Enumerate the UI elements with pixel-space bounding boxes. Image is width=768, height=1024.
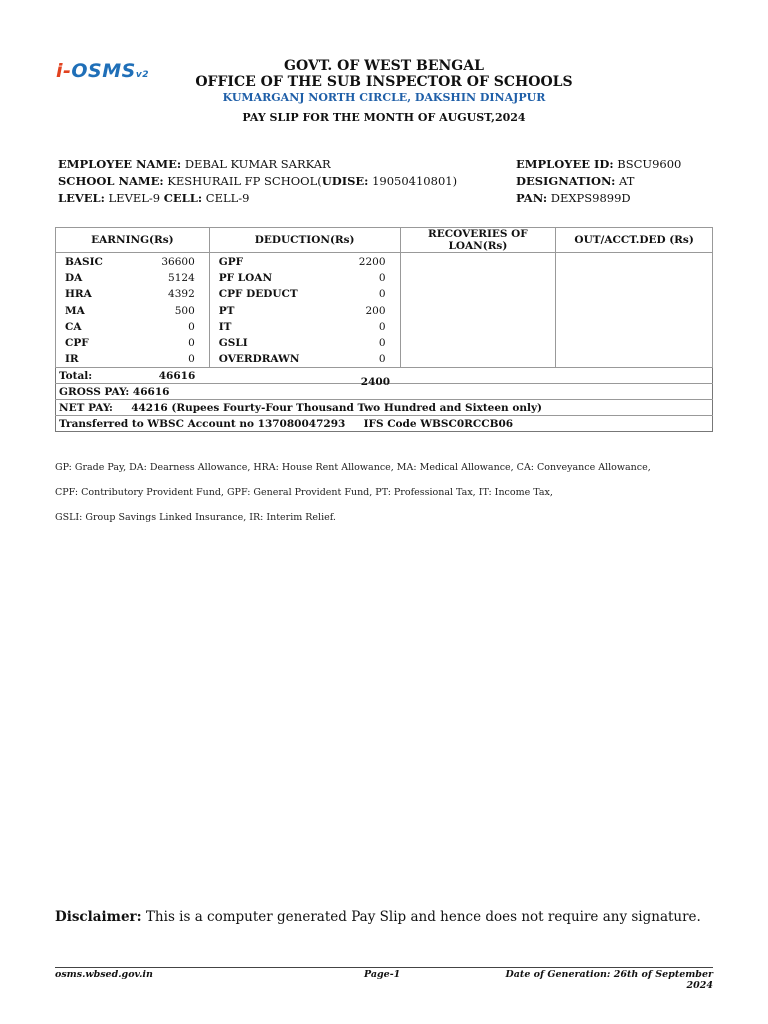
earning-value: 0 xyxy=(188,353,195,366)
table-header-row xyxy=(56,228,713,253)
deduction-value: 0 xyxy=(378,337,386,350)
disclaimer xyxy=(55,909,701,925)
deduction-value: 0 xyxy=(378,320,386,333)
udise-label: UDISE: xyxy=(321,174,369,188)
table-row xyxy=(210,270,400,286)
earning-value: 500 xyxy=(174,304,195,317)
earning-label: DA xyxy=(65,272,83,285)
transfer-info: Transferred to WBSC Account no 137080047293 IFS Code WBSC0RCCB06 xyxy=(56,416,713,432)
out-acct-header: OUT/ACCT.DED (Rs) xyxy=(556,228,713,253)
deduction-label: IT xyxy=(218,320,232,333)
school-name-label: SCHOOL NAME: xyxy=(58,174,164,188)
total-label: Total: xyxy=(59,369,93,382)
school-name: KESHURAIL FP SCHOOL( xyxy=(167,174,322,188)
designation-line xyxy=(516,174,634,188)
total-empty-cell xyxy=(400,368,556,384)
total-deduction-cell xyxy=(209,368,400,388)
logo-suffix: v2 xyxy=(135,70,149,80)
logo-main: OSMS xyxy=(71,60,136,82)
total-row xyxy=(56,368,713,384)
footer-page: Page-1 xyxy=(364,969,401,980)
total-deduction: 2400 xyxy=(360,375,391,388)
out-acct-cell xyxy=(556,253,713,368)
footer-date-line2: 2024 xyxy=(686,980,713,991)
level-label: LEVEL: xyxy=(58,191,105,205)
deduction-label: PT xyxy=(218,304,235,317)
deduction-label: GPF xyxy=(218,256,244,269)
abbreviation-line: GP: Grade Pay, DA: Dearness Allowance, HRA: House Rent Allowance, MA: Medical Allowance, CA: Conveyance Allowance, xyxy=(55,462,651,473)
govt-title: GOVT. OF WEST BENGAL xyxy=(284,58,484,74)
total-earning-cell xyxy=(56,368,210,384)
employee-name-label: EMPLOYEE NAME: xyxy=(58,157,182,171)
table-row xyxy=(56,351,209,367)
employee-id-line xyxy=(516,157,681,171)
employee-id-label: EMPLOYEE ID: xyxy=(516,157,614,171)
employee-id: BSCU9600 xyxy=(617,157,682,171)
earning-value: 4392 xyxy=(168,288,195,301)
earnings-cell xyxy=(56,253,210,368)
table-body-row xyxy=(56,253,713,368)
circle-title: KUMARGANJ NORTH CIRCLE, DAKSHIN DINAJPUR xyxy=(222,91,546,104)
deduction-label: GSLI xyxy=(218,337,248,350)
table-row xyxy=(56,286,209,302)
earning-value: 0 xyxy=(188,337,195,350)
udise-value: 19050410801) xyxy=(372,174,458,188)
earning-value: 5124 xyxy=(168,272,195,285)
table-row xyxy=(210,335,400,351)
net-pay-label: NET PAY: xyxy=(59,401,113,414)
pan-label: PAN: xyxy=(516,191,548,205)
net-pay-row xyxy=(56,400,713,416)
footer-date xyxy=(506,969,713,991)
abbreviation-line: CPF: Contributory Provident Fund, GPF: General Provident Fund, PT: Professional Tax, IT: Income Tax, xyxy=(55,487,553,498)
footer-divider xyxy=(55,967,713,968)
table-row xyxy=(56,335,209,351)
deduction-value: 0 xyxy=(378,288,386,301)
school-name-line xyxy=(58,174,457,188)
table-row xyxy=(56,319,209,335)
earning-label: CA xyxy=(65,320,82,333)
table-row xyxy=(210,254,400,270)
deduction-label: PF LOAN xyxy=(218,272,273,285)
earning-label: BASIC xyxy=(65,256,103,269)
table-row xyxy=(210,351,400,367)
earning-header: EARNING(Rs) xyxy=(56,228,210,253)
designation-value: AT xyxy=(619,174,635,188)
total-earning: 46616 xyxy=(158,369,196,382)
disclaimer-label: Disclaimer: xyxy=(55,909,142,925)
deduction-value: 200 xyxy=(365,304,386,317)
deduction-value: 0 xyxy=(378,272,386,285)
table-row xyxy=(56,303,209,319)
net-pay-value: 44216 (Rupees Fourty-Four Thousand Two Hundred and Sixteen only) xyxy=(131,401,543,414)
deductions-cell xyxy=(209,253,400,368)
cell-label: CELL: xyxy=(163,191,203,205)
pan-line xyxy=(516,191,631,205)
cell-value: CELL-9 xyxy=(205,191,250,205)
earning-label: MA xyxy=(65,304,85,317)
designation-label: DESIGNATION: xyxy=(516,174,616,188)
level-value: LEVEL-9 xyxy=(108,191,161,205)
earning-label: CPF xyxy=(65,337,89,350)
deduction-label: OVERDRAWN xyxy=(218,353,300,366)
abbreviation-line: GSLI: Group Savings Linked Insurance, IR: Interim Relief. xyxy=(55,512,336,523)
transfer-row xyxy=(56,416,713,432)
deduction-value: 0 xyxy=(378,353,386,366)
disclaimer-text: This is a computer generated Pay Slip and hence does not require any signature. xyxy=(141,909,701,925)
table-row xyxy=(56,254,209,270)
table-row xyxy=(210,286,400,302)
deduction-value: 2200 xyxy=(358,256,386,269)
earning-label: IR xyxy=(65,353,79,366)
gross-pay: GROSS PAY: 46616 xyxy=(56,384,713,400)
table-row xyxy=(210,303,400,319)
deduction-header: DEDUCTION(Rs) xyxy=(209,228,400,253)
total-empty-cell xyxy=(556,368,713,384)
logo-prefix: i- xyxy=(56,60,72,82)
employee-name-line xyxy=(58,157,331,171)
recoveries-cell xyxy=(400,253,556,368)
footer-site: osms.wbsed.gov.in xyxy=(55,969,153,980)
net-pay-cell xyxy=(56,400,713,416)
pan-value: DEXPS9899D xyxy=(550,191,631,205)
employee-name: DEBAL KUMAR SARKAR xyxy=(184,157,331,171)
earning-label: HRA xyxy=(65,288,92,301)
recoveries-header: RECOVERIES OF LOAN(Rs) xyxy=(400,228,556,253)
level-line xyxy=(58,191,249,205)
table-row xyxy=(210,319,400,335)
payslip-title: PAY SLIP FOR THE MONTH OF AUGUST,2024 xyxy=(242,111,526,124)
payslip-table xyxy=(55,227,713,432)
office-title: OFFICE OF THE SUB INSPECTOR OF SCHOOLS xyxy=(195,74,573,90)
earning-value: 0 xyxy=(188,320,195,333)
table-row xyxy=(56,270,209,286)
earning-value: 36600 xyxy=(161,256,195,269)
deduction-label: CPF DEDUCT xyxy=(218,288,298,301)
footer-date-line1: Date of Generation: 26th of September xyxy=(505,969,713,980)
